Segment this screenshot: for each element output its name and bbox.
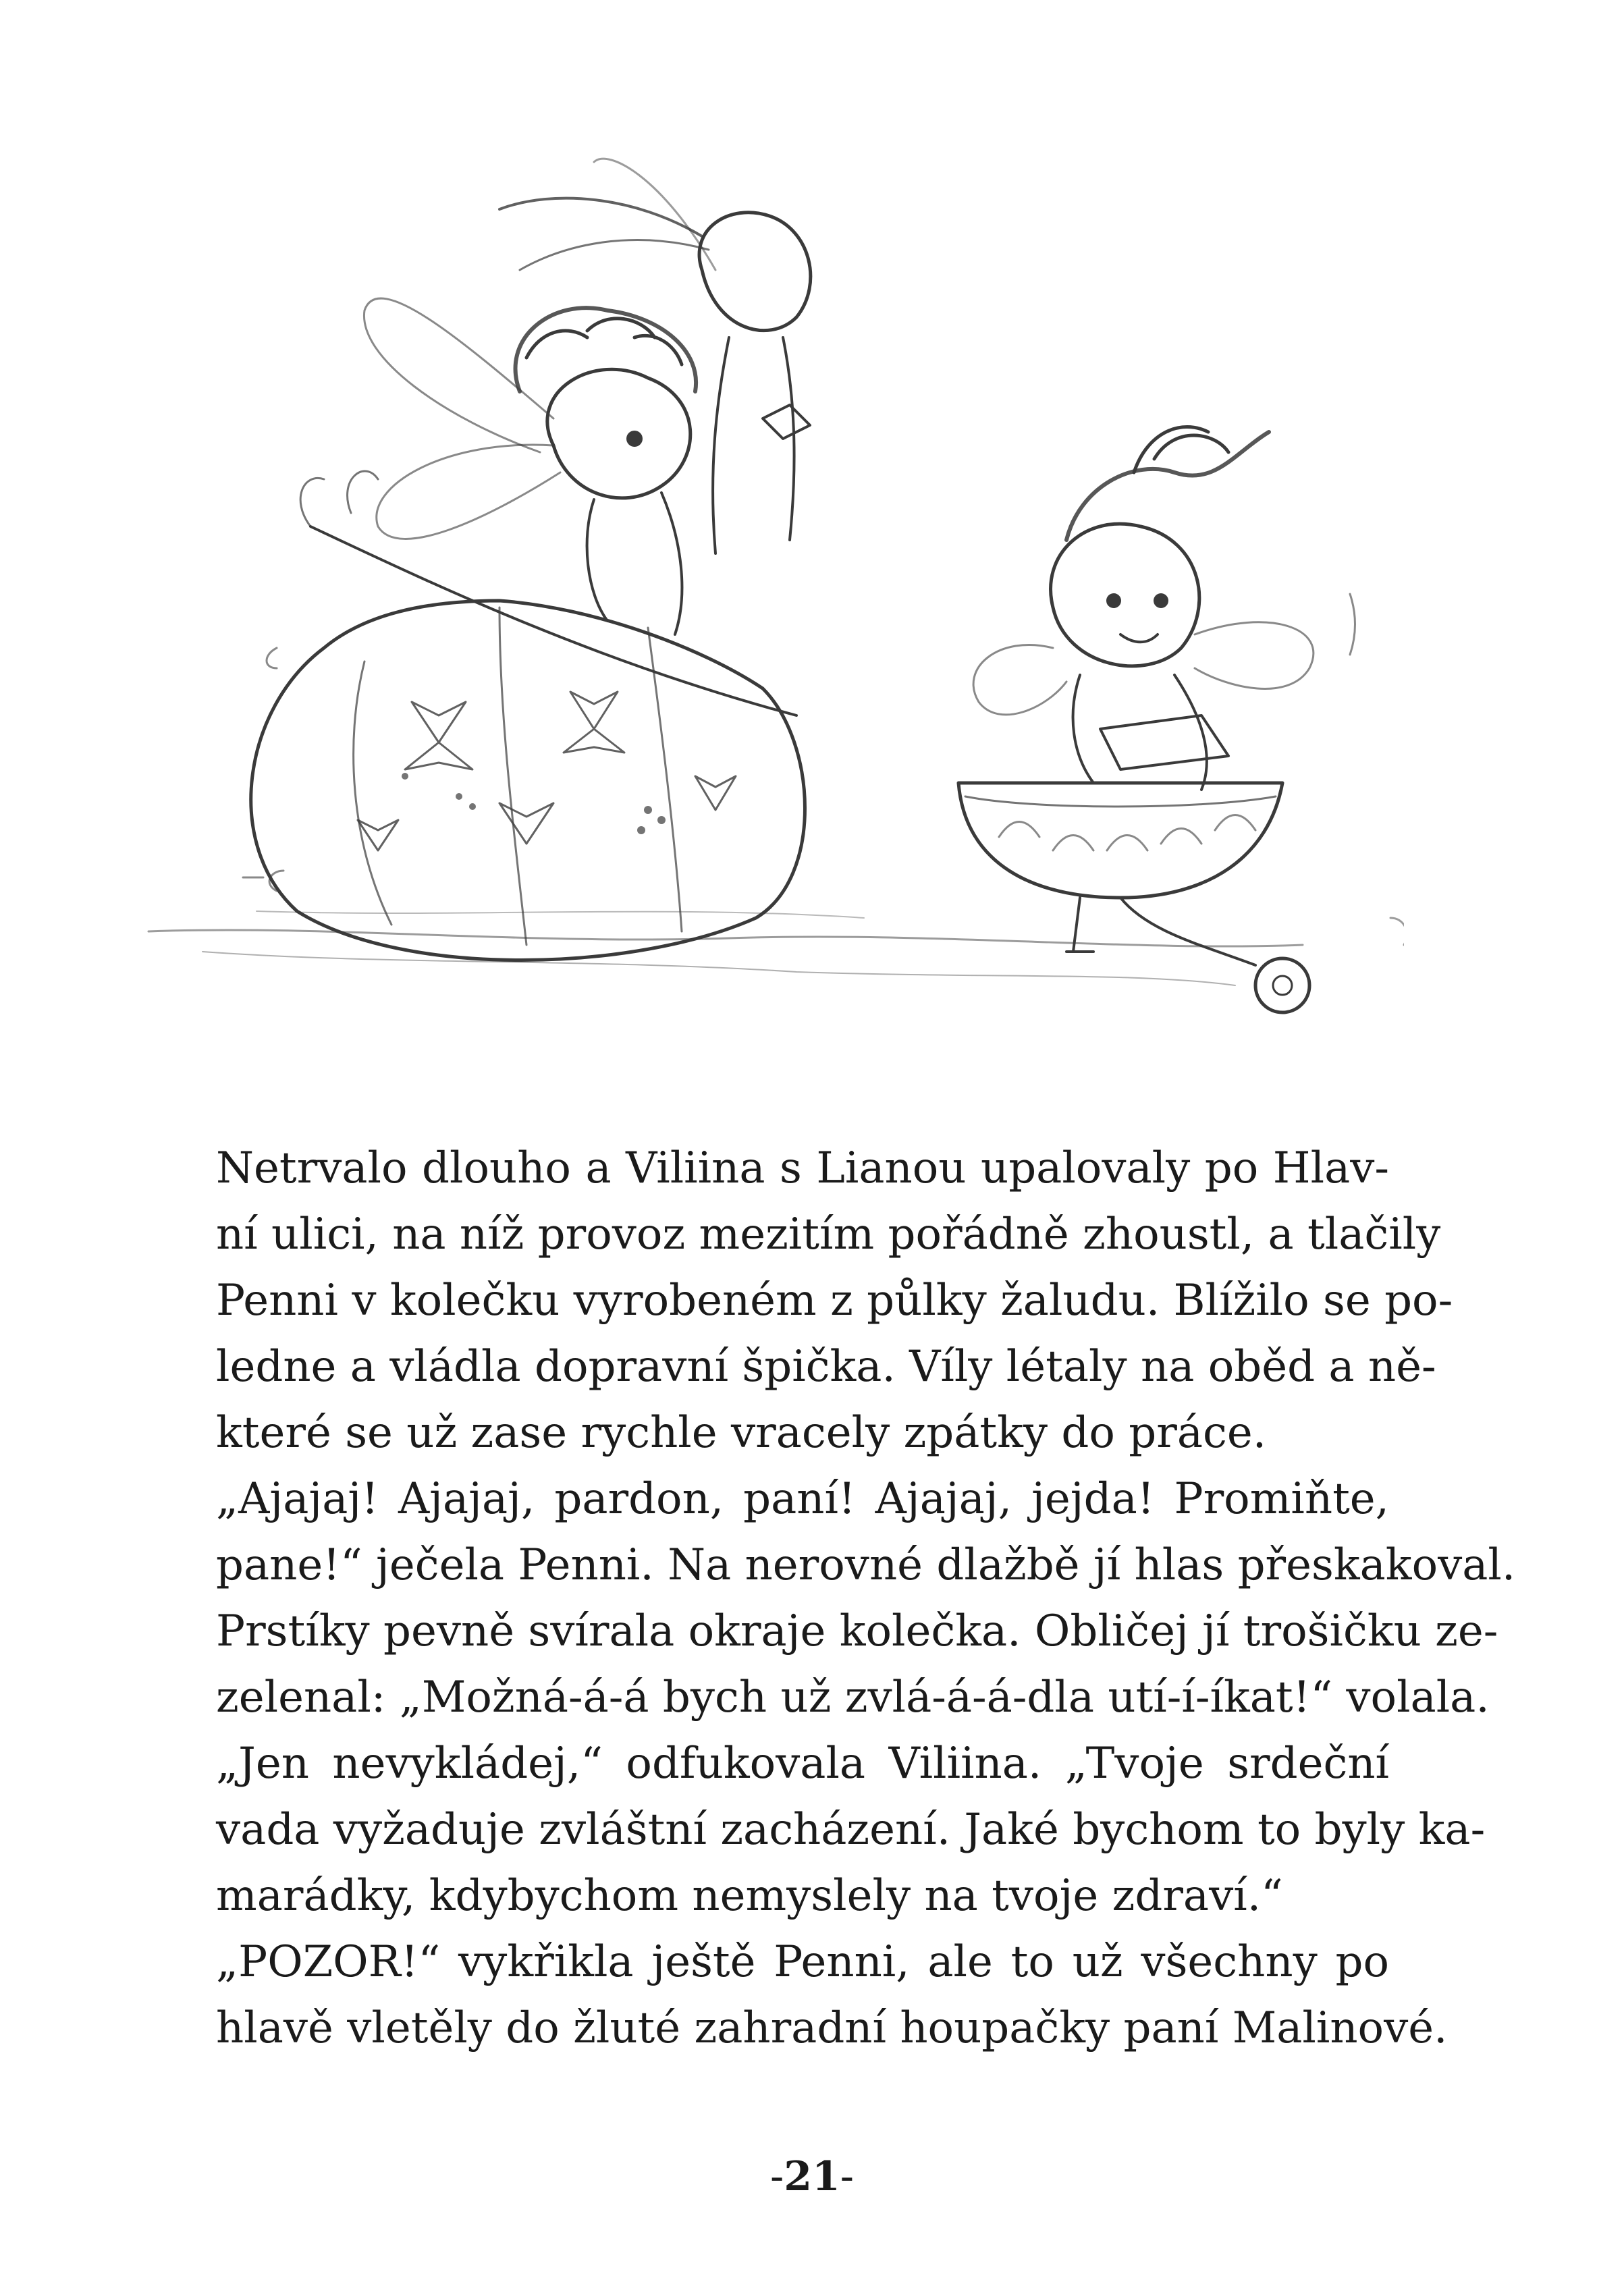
text-line: „Ajajaj! Ajajaj, pardon, paní! Ajajaj, jejda! Promiňte,: [216, 1474, 1389, 1524]
page-number-prefix: -: [769, 2153, 784, 2200]
fairy-sketch-illustration: [121, 135, 1404, 1080]
text-line: které se už zase rychle vracely zpátky do práce.: [216, 1408, 1267, 1458]
story-text: [216, 1135, 1516, 2061]
text-line: hlavě vletěly do žluté zahradní houpačky paní Malinové.: [216, 2003, 1448, 2053]
paragraph-1: [216, 1135, 1453, 1466]
page-number-suffix: -: [840, 2153, 855, 2200]
text-line: ní ulici, na níž provoz mezitím pořádně zhoustl, a tlačily: [216, 1209, 1441, 1259]
text-line: Netrvalo dlouho a Viliina s Lianou upalovaly po Hlav-: [216, 1143, 1389, 1193]
text-line: „POZOR!“ vykřikla ještě Penni, ale to už všechny po: [216, 1937, 1389, 1987]
text-line: ledne a vládla dopravní špička. Víly létaly na oběd a ně-: [216, 1342, 1436, 1392]
text-line: Prstíky pevně svírala okraje kolečka. Obličej jí trošičku ze-: [216, 1606, 1498, 1656]
paragraph-4: [216, 1929, 1448, 2061]
text-line: marádky, kdybychom nemyslely na tvoje zdraví.“: [216, 1871, 1283, 1921]
text-line: „Jen nevykládej,“ odfukovala Viliina. „Tvoje srdeční: [216, 1739, 1389, 1789]
text-line: Penni v kolečku vyrobeném z půlky žaludu. Blížilo se po-: [216, 1276, 1453, 1326]
page-number-value: 21: [784, 2153, 840, 2200]
text-line: zelenal: „Možná-á-á bych už zvlá-á-á-dla utí-í-íkat!“ volala.: [216, 1673, 1490, 1722]
text-line: vada vyžaduje zvláštní zacházení. Jaké bychom to byly ka-: [216, 1805, 1486, 1855]
paragraph-2: [216, 1466, 1516, 1731]
page-number: [0, 2153, 1624, 2200]
text-line: pane!“ ječela Penni. Na nerovné dlažbě jí hlas přeskakoval.: [216, 1540, 1516, 1590]
paragraph-3: [216, 1731, 1486, 1929]
